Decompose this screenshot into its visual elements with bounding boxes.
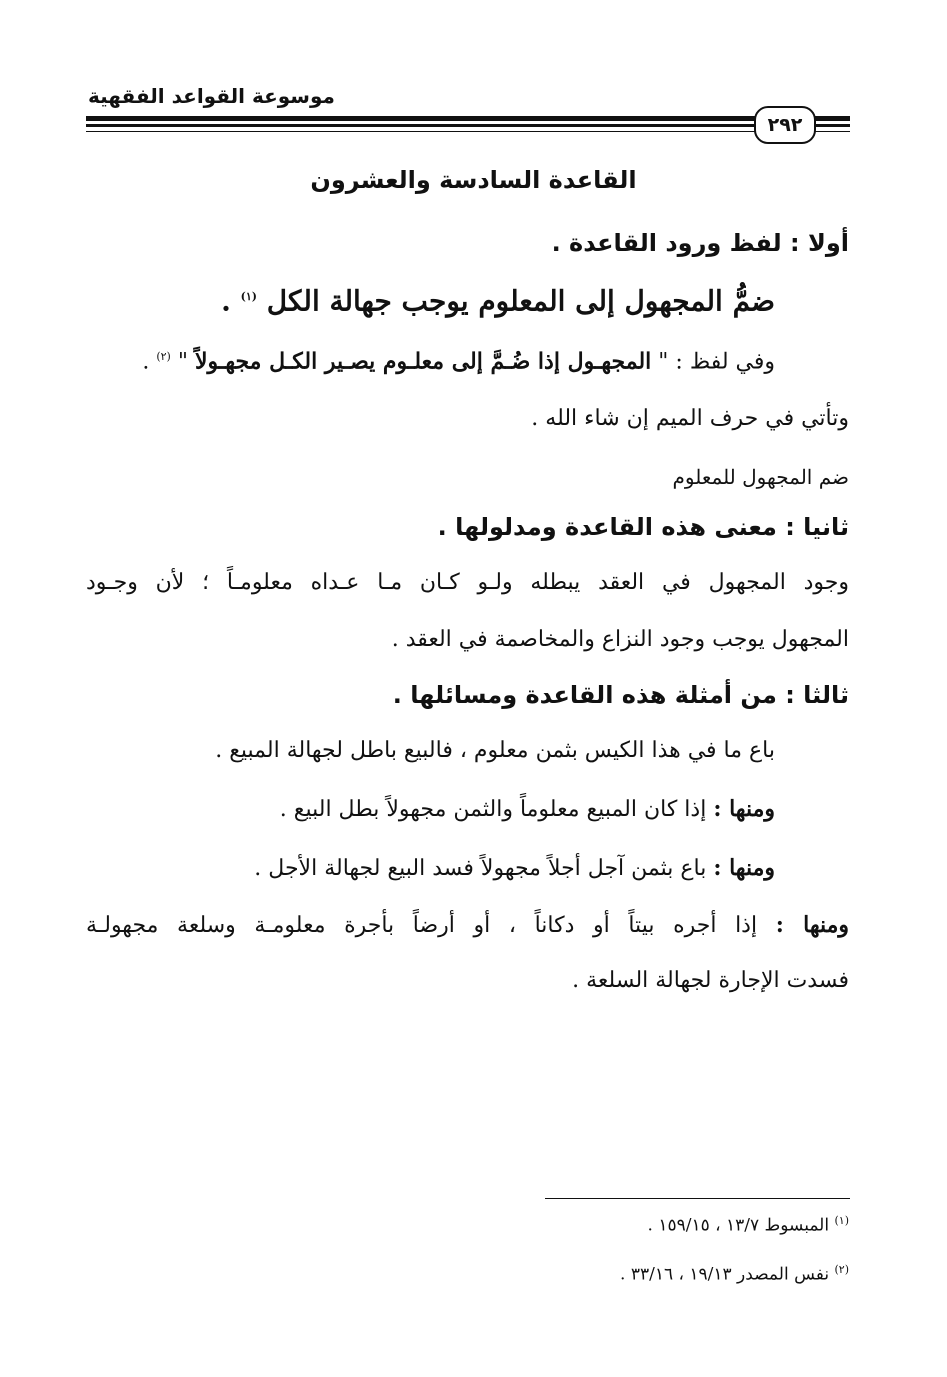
running-header-title: موسوعة القواعد الفقهية [88,84,335,108]
cross-reference: وتأتي في حرف الميم إن شاء الله . [531,406,849,431]
section1-heading: أولا : لفظ ورود القاعدة . [551,229,849,257]
footnote-1 [648,1214,849,1236]
page-number: ٢٩٢ [767,114,803,136]
rule-statement [221,282,775,316]
alt-suffix: " [177,349,188,375]
header-rule-thick [86,116,850,121]
example-2 [280,794,775,825]
footnote-separator [545,1198,850,1199]
example-4-text: إذا أجره بيتاً أو دكاناً ، أو أرضاً بأجرة معلومـة وسلعة مجهولـة [86,913,758,938]
section3-heading: ثالثا : من أمثلة هذه القاعدة ومسائلها . [392,681,849,709]
example-4-line2: فسدت الإجارة لجهالة السلعة . [572,968,849,993]
footnote-2-num: (٢) [834,1263,849,1276]
example-2-lead: ومنها : [713,796,775,822]
example-3 [254,853,775,884]
footnote-2-text: نفس المصدر ١٩/١٣ ، ٣٣/١٦ . [620,1264,830,1285]
header-rule-thin [86,131,850,132]
example-4 [86,910,849,941]
footnote-ref-1: (١) [240,290,257,303]
meaning-para-line2: المجهول يوجب وجود النزاع والمخاصمة في العقد . [391,627,849,652]
rule-end: . [221,284,231,318]
footnote-ref-2: (٢) [156,350,171,363]
example-3-lead: ومنها : [713,855,775,881]
rule-text: ضمُّ المجهول إلى المعلوم يوجب جهالة الكل [266,284,775,318]
example-3-text: باع بثمن آجل أجلاً مجهولاً فسد البيع لجهالة الأجل . [254,856,707,881]
page-number-badge [754,106,816,144]
margin-note: ضم المجهول للمعلوم [672,465,849,489]
example-1: باع ما في هذا الكيس بثمن معلوم ، فالبيع باطل لجهالة المبيع . [215,738,775,763]
example-2-text: إذا كان المبيع معلوماً والثمن مجهولاً بطل البيع . [279,797,707,822]
alt-end: . [142,349,150,375]
page-title: القاعدة السادسة والعشرون [310,166,637,194]
section2-heading: ثانيا : معنى هذه القاعدة ومدلولها . [437,513,849,541]
alt-prefix: وفي لفظ : " [658,349,775,375]
footnote-1-num: (١) [834,1214,849,1227]
alternate-wording [142,342,775,377]
meaning-para-line1: وجود المجهول في العقد يبطله ولـو كـان مـا عـداه معلومـاً ؛ لأن وجـود [86,570,849,595]
footnote-1-text: المبسوط ١٣/٧ ، ١٥٩/١٥ . [647,1215,830,1236]
alt-text: المجهـول إذا ضُـمَّ إلى معلـوم يصـير الكـل مجهـولاً [194,348,652,375]
footnote-2 [620,1263,849,1285]
header-rule-medium [86,124,850,127]
example-4-lead: ومنها : [775,912,850,938]
